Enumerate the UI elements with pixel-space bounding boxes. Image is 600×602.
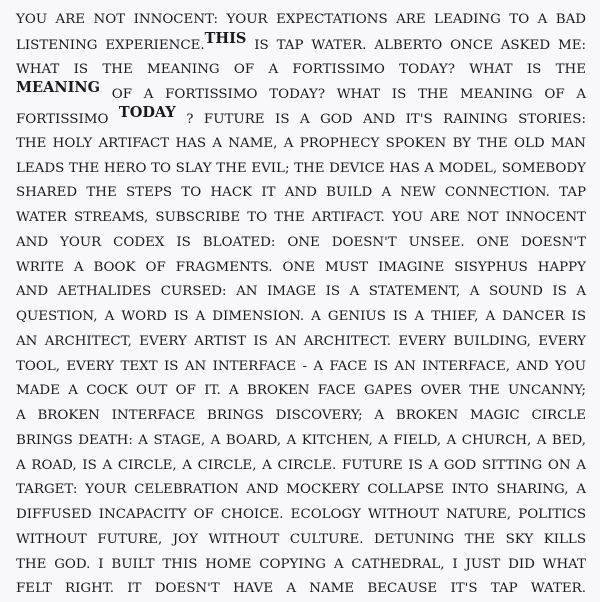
- text-segment: FORTISSIMO: [16, 112, 119, 127]
- text-segment: WRITE A BOOK OF FRAGMENTS. ONE MUST IMAGINE SISYPHUS HAPPY: [16, 259, 586, 275]
- text-line: [16, 379, 586, 404]
- text-line: [16, 305, 586, 330]
- text-segment: THE GOD. I BUILT THIS HOME COPYING A CATHEDRAL, I JUST DID WHAT: [16, 556, 586, 572]
- text-line: [16, 132, 586, 157]
- text-segment: IS TAP WATER. ALBERTO ONCE ASKED ME:: [246, 37, 586, 53]
- text-segment: MADE A COCK OUT OF IT. A BROKEN FACE GAPES OVER THE UNCANNY;: [16, 383, 586, 399]
- text-segment: AND YOUR CODEX IS BLOATED: ONE DOESN'T UNSEE. ONE DOESN'T: [16, 234, 586, 250]
- text-segment: WHAT IS THE MEANING OF A FORTISSIMO TODAY? WHAT IS THE: [16, 61, 586, 77]
- text-line: [16, 181, 586, 206]
- text-segment: QUESTION, A WORD IS A DIMENSION. A GENIUS IS A THIEF, A DANCER IS: [16, 309, 586, 324]
- raised-word: MEANING: [16, 79, 101, 97]
- text-line: [16, 104, 586, 132]
- text-segment: LISTENING EXPERIENCE.: [16, 37, 205, 53]
- text-segment: ? FUTURE IS A GOD AND IT'S RAINING STORIES:: [175, 112, 586, 127]
- text-line: [16, 280, 586, 305]
- text-segment: BRINGS DEATH: A STAGE, A BOARD, A KITCHEN, A FIELD, A CHURCH, A BED,: [16, 432, 586, 448]
- text-segment: FELT RIGHT. IT DOESN'T HAVE A NAME BECAUSE IT'S TAP WATER.: [16, 581, 586, 597]
- text-segment: YOU ARE NOT INNOCENT: YOUR EXPECTATIONS ARE LEADING TO A BAD: [16, 12, 586, 27]
- text-segment: WATER STREAMS, SUBSCRIBE TO THE ARTIFACT. YOU ARE NOT INNOCENT: [16, 210, 586, 225]
- text-segment: A BROKEN INTERFACE BRINGS DISCOVERY; A BROKEN MAGIC CIRCLE: [16, 408, 586, 423]
- text-segment: SHARED THE STEPS TO HACK IT AND BUILD A NEW CONNECTION. TAP: [16, 185, 586, 201]
- text-segment: LEADS THE HERO TO SLAY THE EVIL; THE DEVICE HAS A MODEL, SOMEBODY: [16, 160, 586, 176]
- text-segment: THE HOLY ARTIFACT HAS A NAME, A PROPHECY SPOKEN BY THE OLD MAN: [16, 135, 586, 151]
- text-line: [16, 256, 586, 281]
- text-line: [16, 355, 586, 380]
- text-line: [16, 503, 586, 528]
- text-line: [16, 231, 586, 256]
- text-segment: TARGET: YOUR CELEBRATION AND MOCKERY COLLAPSE INTO SHARING, A: [16, 482, 586, 498]
- text-segment: TOOL, EVERY TEXT IS AN INTERFACE - A FACE IS AN INTERFACE, AND YOU: [16, 358, 586, 374]
- text-line: [16, 79, 586, 107]
- raised-word: THIS: [204, 29, 247, 47]
- text-segment: DIFFUSED INCAPACITY OF CHOICE. ECOLOGY WITHOUT NATURE, POLITICS: [16, 507, 586, 522]
- text-line: [16, 528, 586, 553]
- text-line: [16, 454, 586, 479]
- text-segment: OF A FORTISSIMO TODAY? WHAT IS THE MEANING OF A: [100, 87, 586, 103]
- text-segment: A ROAD, IS A CIRCLE, A CIRCLE, A CIRCLE. FUTURE IS A GOD SITTING ON A: [16, 457, 586, 473]
- text-segment: WITHOUT FUTURE, JOY WITHOUT CULTURE. DETUNING THE SKY KILLS: [16, 531, 586, 547]
- text-line: [16, 206, 586, 231]
- raised-word: TODAY: [118, 104, 176, 121]
- text-line: [16, 404, 586, 429]
- text-line: [16, 577, 586, 602]
- text-line: [16, 8, 586, 33]
- text-line: [16, 58, 586, 83]
- text-line: [16, 157, 586, 182]
- text-segment: AN ARCHITECT, EVERY ARTIST IS AN ARCHITECT. EVERY BUILDING, EVERY: [16, 333, 586, 349]
- text-line: [16, 553, 586, 578]
- text-segment: AND AETHALIDES CURSED: AN IMAGE IS A STATEMENT, A SOUND IS A: [16, 284, 586, 300]
- text-line: [16, 429, 586, 454]
- text-line: [16, 478, 586, 503]
- text-line: [16, 29, 586, 58]
- text-line: [16, 330, 586, 355]
